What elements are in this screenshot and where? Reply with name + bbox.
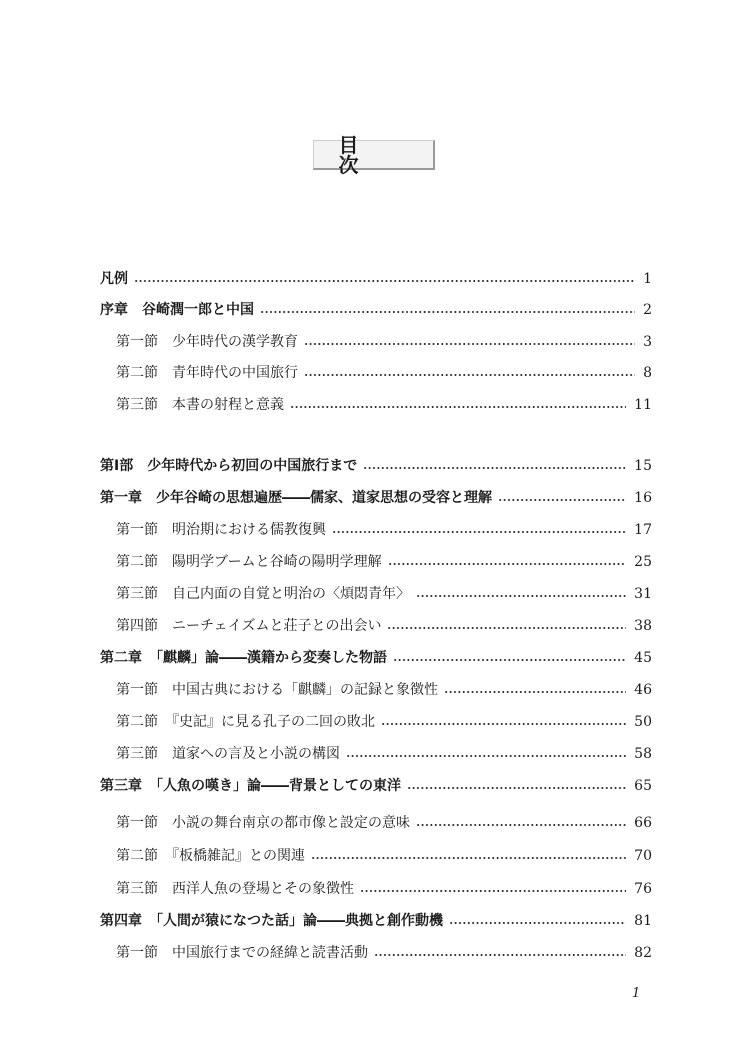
toc-entry-label: 第Ⅰ部 少年時代から初回の中国旅行まで <box>100 458 358 474</box>
toc-entry-page: 70 <box>634 848 652 864</box>
toc-entry-page: 45 <box>634 650 652 666</box>
dot-leader <box>360 890 626 892</box>
toc-entry-label: 第三章 「人魚の嘆き」論――背景としての東洋 <box>100 778 401 794</box>
toc-entry <box>116 743 652 765</box>
dot-leader <box>416 824 626 826</box>
toc-entry <box>100 910 652 932</box>
toc-entry-label: 第一節 明治期における儒教復興 <box>116 522 326 538</box>
toc-entry-page: 66 <box>634 815 652 831</box>
dot-leader <box>290 406 626 408</box>
toc-entry-page: 81 <box>634 913 652 929</box>
toc-entry <box>116 394 652 416</box>
dot-leader <box>304 374 635 376</box>
toc-entry-label: 第二節 『史記』に見る孔子の二回の敗北 <box>116 714 375 730</box>
toc-entry-label: 第一節 少年時代の漢学教育 <box>116 334 298 350</box>
dot-leader <box>416 595 626 597</box>
toc-entry <box>116 551 652 573</box>
toc-entry <box>100 455 652 477</box>
toc-entry-page: 46 <box>634 682 652 698</box>
toc-entry <box>100 268 652 290</box>
dot-leader <box>381 723 626 725</box>
dot-leader <box>387 627 626 629</box>
toc-entry-page: 82 <box>634 945 652 961</box>
toc-entry-label: 第二節 青年時代の中国旅行 <box>116 365 298 381</box>
toc-entry-page: 2 <box>643 302 652 318</box>
dot-leader <box>346 755 626 757</box>
toc-entry-page: 65 <box>634 778 652 794</box>
toc-title: 目 次 <box>338 132 439 177</box>
toc-entry-page: 31 <box>634 586 652 602</box>
dot-leader <box>449 922 626 924</box>
toc-entry-page: 16 <box>634 490 652 506</box>
toc-entry-page: 58 <box>634 746 652 762</box>
toc-entry-page: 50 <box>634 714 652 730</box>
page-number: 1 <box>632 986 641 1001</box>
toc-entry-label: 第二節 『板橋雑記』との関連 <box>116 848 305 864</box>
dot-leader <box>393 659 626 661</box>
dot-leader <box>304 343 635 345</box>
toc-entry <box>100 775 652 797</box>
dot-leader <box>374 954 626 956</box>
toc-entry-page: 8 <box>643 365 652 381</box>
toc-entry <box>116 711 652 733</box>
toc-entry <box>116 942 652 964</box>
toc-entry <box>116 583 652 605</box>
toc-entry-label: 第四節 ニーチェイズムと荘子との出会い <box>116 618 382 634</box>
toc-entry <box>100 299 652 321</box>
toc-entry-label: 第二章 「麒麟」論――漢籍から変奏した物語 <box>100 650 387 666</box>
dot-leader <box>260 311 635 313</box>
toc-entry-label: 序章 谷崎潤一郎と中国 <box>100 302 254 318</box>
toc-entry <box>116 615 652 637</box>
toc-entry-page: 25 <box>634 554 652 570</box>
toc-entry-page: 17 <box>634 522 652 538</box>
toc-entry <box>100 487 652 509</box>
toc-entry-label: 第一節 中国古典における「麒麟」の記録と象徴性 <box>116 682 438 698</box>
toc-entry <box>116 331 652 353</box>
toc-entry-page: 38 <box>634 618 652 634</box>
toc-entry <box>116 878 652 900</box>
dot-leader <box>407 787 626 789</box>
toc-entry <box>116 362 652 384</box>
dot-leader <box>498 499 626 501</box>
toc-entry-label: 第三節 自己内面の自覚と明治の〈煩悶青年〉 <box>116 586 410 602</box>
dot-leader <box>311 857 626 859</box>
toc-entry-page: 76 <box>634 881 652 897</box>
toc-entry-label: 第一節 小説の舞台南京の都市像と設定の意味 <box>116 815 410 831</box>
toc-entry-label: 第三節 道家への言及と小説の構図 <box>116 746 340 762</box>
toc-entry-label: 第三節 本書の射程と意義 <box>116 397 284 413</box>
toc-entry-page: 11 <box>634 397 652 413</box>
dot-leader <box>134 280 635 282</box>
dot-leader <box>388 563 627 565</box>
toc-entry-label: 第一節 中国旅行までの経緯と読書活動 <box>116 945 368 961</box>
toc-entry-page: 15 <box>634 458 652 474</box>
dot-leader <box>444 691 626 693</box>
toc-entry <box>100 647 652 669</box>
toc-entry <box>116 812 652 834</box>
toc-entry <box>116 519 652 541</box>
dot-leader <box>332 531 626 533</box>
toc-entry-label: 凡例 <box>100 271 128 287</box>
toc-entry <box>116 679 652 701</box>
toc-entry-label: 第四章 「人間が猿になつた話」論――典拠と創作動機 <box>100 913 443 929</box>
dot-leader <box>363 467 626 469</box>
toc-entry-label: 第三節 西洋人魚の登場とその象徴性 <box>116 881 354 897</box>
toc-entry-page: 1 <box>643 271 652 287</box>
toc-entry-page: 3 <box>643 334 652 350</box>
toc-entry <box>116 845 652 867</box>
toc-entry-label: 第一章 少年谷崎の思想遍歴――儒家、道家思想の受容と理解 <box>100 490 492 506</box>
toc-entry-label: 第二節 陽明学ブームと谷崎の陽明学理解 <box>116 554 382 570</box>
